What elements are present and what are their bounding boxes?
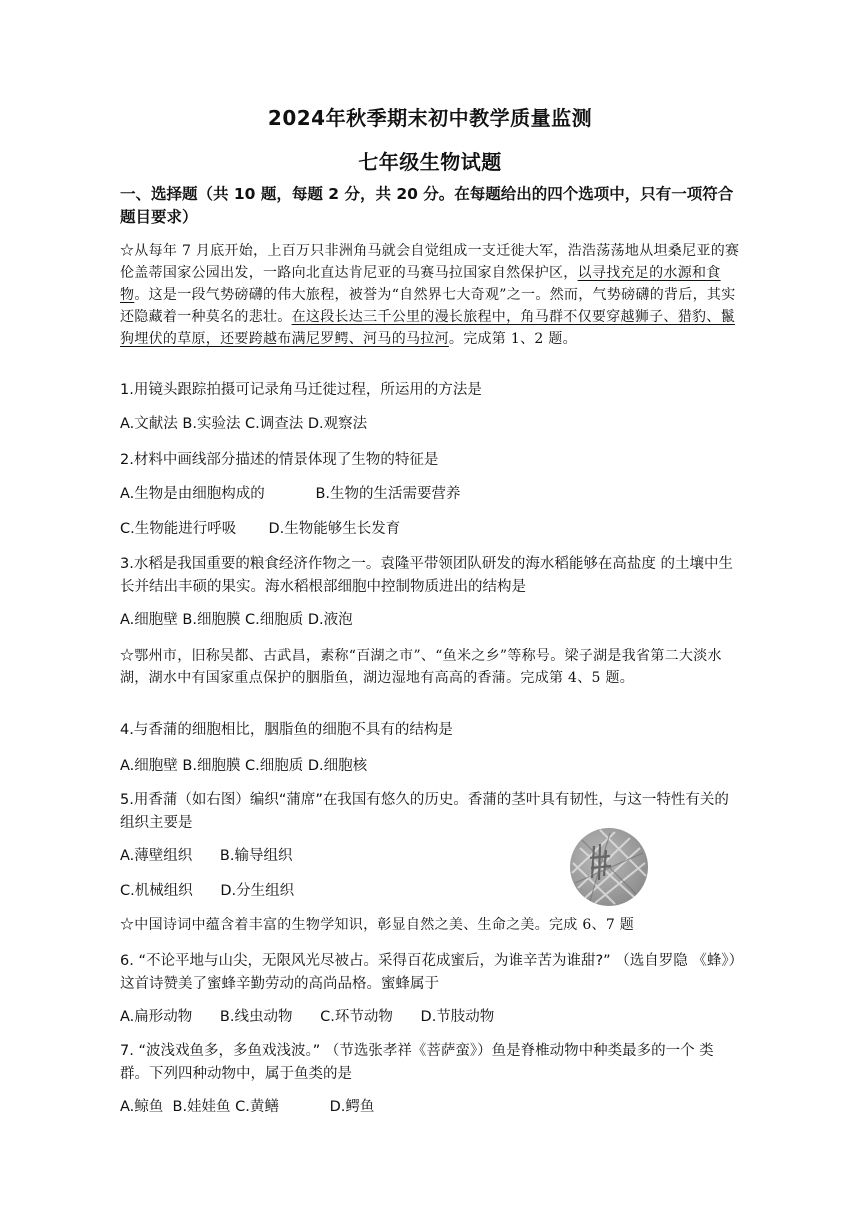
material-1 [120, 240, 740, 350]
section-heading-line2: 题目要求） [120, 208, 198, 226]
question-5-options-row2: C.机械组织 D.分生组织 [120, 883, 295, 899]
question-2-options-row1: A.生物是由细胞构成的 B.生物的生活需要营养 [120, 486, 461, 502]
question-5: 5.用香蒲（如右图）编织“蒲席”在我国有悠久的历史。香蒲的茎叶具有韧性，与这一特性有关的组织主要是 [120, 792, 729, 831]
question-2: 2.材料中画线部分描述的情景体现了生物的特征是 [120, 452, 439, 468]
material-1-underline-2: 在这段长达三千公里的漫长旅程中，角马群不仅要穿越狮子、猎豹、鬣狗埋伏的草原，还要跨越布满尼罗鳄、河马的马拉河 [120, 309, 735, 347]
cattail-photo [570, 828, 648, 906]
cattail-image [570, 828, 648, 906]
question-6: 6. “不论平地与山尖，无限风光尽被占。采得百花成蜜后，为谁辛苦为谁甜?” （选自罗隐 《蜂》）这首诗赞美了蜜蜂辛勤劳动的高尚品格。蜜蜂属于 [120, 953, 736, 992]
question-3: 3.水稻是我国重要的粮食经济作物之一。袁隆平带领团队研发的海水稻能够在高盐度 的土壤中生长并结出丰硕的果实。海水稻根部细胞中控制物质进出的结构是 [120, 556, 733, 595]
question-3-options: A.细胞壁 B.细胞膜 C.细胞质 D.液泡 [120, 612, 353, 628]
material-3: ☆中国诗词中蕴含着丰富的生物学知识，彰显自然之美、生命之美。完成 6、7 题 [120, 917, 635, 933]
question-4: 4.与香蒲的细胞相比，胭脂鱼的细胞不具有的结构是 [120, 722, 453, 738]
material-1-text-2: 。这是一段气势磅礴的伟大旅程，被誉为“自然界七大奇观”之一。然而，气势磅礴的背后，其实还隐藏着一种莫名的悲壮。 [120, 287, 736, 325]
question-1-options: A.文献法 B.实验法 C.调查法 D.观察法 [120, 416, 368, 432]
question-1: 1.用镜头跟踪拍摄可记录角马迁徙过程，所运用的方法是 [120, 382, 482, 398]
material-1-underline-1: 以寻找充足的水源和食物 [120, 265, 721, 303]
question-7-options: A.鲸鱼 B.娃娃鱼 C.黄鳝 D.鳄鱼 [120, 1099, 375, 1115]
question-7: 7. “波浅戏鱼多，多鱼戏浅波。” （节选张孝祥《菩萨蛮》）鱼是脊椎动物中种类最多的一个 类群。下列四种动物中，属于鱼类的是 [120, 1043, 714, 1082]
question-6-options: A.扁形动物 B.线虫动物 C.环节动物 D.节肢动物 [120, 1009, 495, 1025]
material-1-text-3: 。完成第 1、2 题。 [448, 331, 577, 347]
exam-subtitle: 七年级生物试题 [358, 150, 502, 174]
section-heading-line1: 一、选择题（共 10 题，每题 2 分，共 20 分。在每题给出的四个选项中，只有一项符合 [120, 185, 734, 203]
exam-title: 2024年秋季期末初中教学质量监测 [267, 106, 593, 130]
section-heading [120, 183, 740, 229]
question-4-options: A.细胞壁 B.细胞膜 C.细胞质 D.细胞核 [120, 758, 368, 774]
question-5-options-row1: A.薄壁组织 B.输导组织 [120, 848, 293, 864]
material-1-text: ☆从每年 7 月底开始，上百万只非洲角马就会自觉组成一支迁徙大军，浩浩荡荡地从坦桑尼亚的赛伦盖蒂国家公园出发，一路向北直达肯尼亚的马赛马拉国家自然保护区， [120, 243, 740, 281]
material-2: ☆鄂州市，旧称吴都、古武昌，素称“百湖之市”、“鱼米之乡”等称号。梁子湖是我省第二大淡水湖，湖水中有国家重点保护的胭脂鱼，湖边湿地有高高的香蒲。完成第 4、5 题。 [120, 648, 722, 686]
question-2-options-row2: C.生物能进行呼吸 D.生物能够生长发育 [120, 521, 401, 537]
